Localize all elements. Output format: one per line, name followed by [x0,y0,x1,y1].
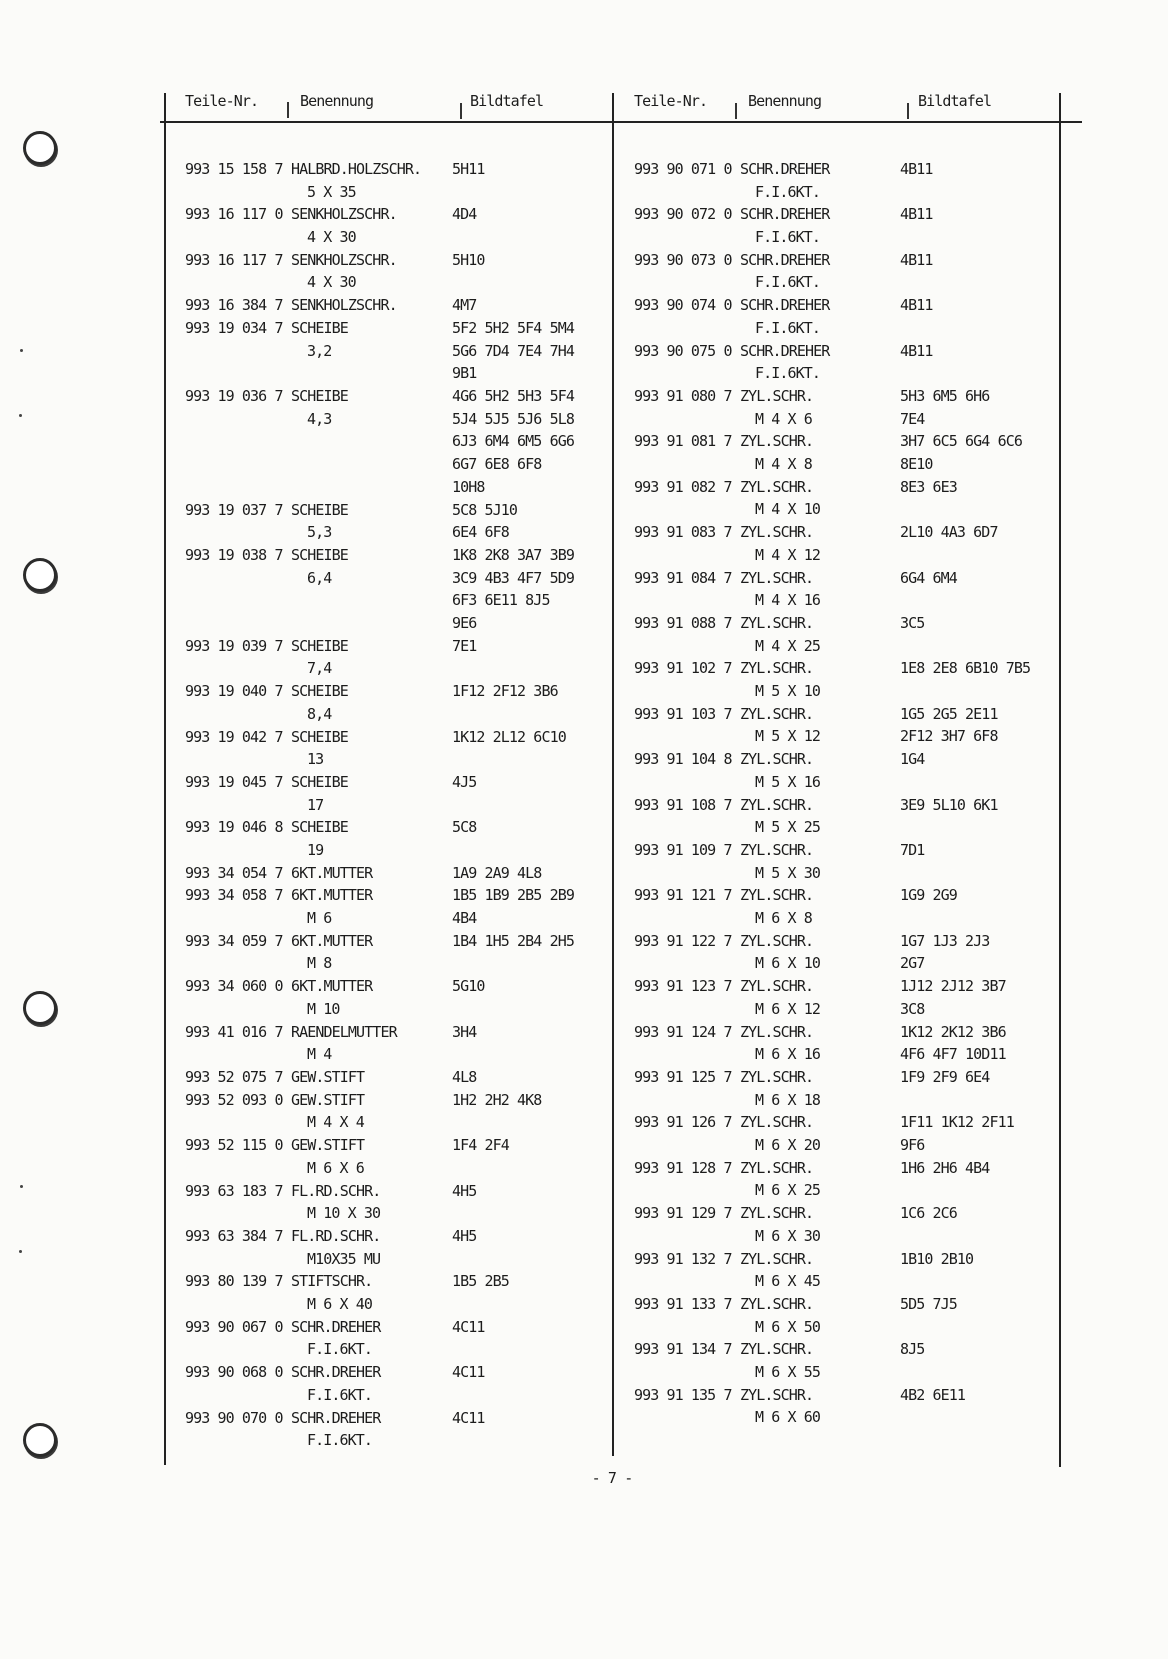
part-name: FL.RD.SCHR. [291,1226,381,1245]
plate-reference: 4G6 5H2 5H3 5F4 [452,387,574,405]
plate-reference: 6F3 6E11 8J5 [452,591,550,610]
parts-entry [634,386,1054,431]
part-name: ZYL.SCHR. [740,1340,814,1359]
plate-reference: 3H7 6C5 6G4 6C6 [900,432,1022,451]
plate-reference: 4C11 [452,1408,485,1427]
part-name: ZYL.SCHR. [740,1022,814,1041]
parts-entry [634,704,1054,749]
parts-entry [634,931,1054,976]
part-dimension: 17 [307,795,324,814]
parts-entry [634,976,1054,1021]
part-name: ZYL.SCHR. [740,568,814,587]
part-number: 993 91 103 7 [634,704,732,723]
part-dimension: 6,4 [307,568,332,587]
part-dimension: M 6 X 60 [755,1408,821,1427]
part-dimension: M 6 X 40 [307,1294,373,1313]
part-number: 993 41 016 7 [185,1022,283,1041]
part-number: 993 90 070 0 [185,1408,283,1427]
part-number: 993 91 088 7 [634,614,732,632]
part-number: 993 90 068 0 [185,1363,283,1382]
plate-reference: 4D4 [452,205,477,224]
part-dimension: M 4 [307,1045,332,1064]
part-dimension: F.I.6KT. [307,1385,373,1404]
plate-reference: 10H8 [452,477,485,496]
part-dimension: F.I.6KT. [307,1431,373,1450]
part-name: SCHEIBE [291,636,348,655]
part-number: 993 19 036 7 [185,387,283,405]
part-number: 993 91 123 7 [634,977,732,996]
plate-reference: 3H4 [452,1022,477,1041]
part-dimension: M 6 X 6 [307,1158,364,1177]
plate-reference: 1K12 2K12 3B6 [900,1022,1006,1041]
part-name: ZYL.SCHR. [740,750,814,769]
plate-reference: 5C8 [452,818,477,837]
plate-reference: 1B4 1H5 2B4 2H5 [452,931,574,950]
plate-reference: 6J3 6M4 6M5 6G6 [452,432,574,451]
part-name: SCHR.DREHER [740,250,830,269]
part-name: ZYL.SCHR. [740,1068,814,1086]
plate-reference: 3C9 4B3 4F7 5D9 [452,568,574,587]
plate-reference: 4M7 [452,296,477,315]
plate-reference: 1K12 2L12 6C10 [452,727,566,746]
header-part-number: Teile-Nr. [634,92,708,110]
plate-reference: 4C11 [452,1317,485,1336]
part-name: SCHR.DREHER [740,160,830,178]
part-dimension: 13 [307,750,324,769]
part-dimension: 5,3 [307,523,332,542]
part-name: ZYL.SCHR. [740,1158,814,1177]
part-number: 993 34 054 7 [185,863,283,882]
part-name: GEW.STIFT [291,1136,365,1155]
part-name: SCHR.DREHER [291,1408,381,1427]
parts-entry [634,295,1054,340]
part-name: ZYL.SCHR. [740,795,814,814]
part-number: 993 52 075 7 [185,1068,283,1086]
part-dimension: M 5 X 25 [755,818,821,837]
plate-reference: 2L10 4A3 6D7 [900,523,998,542]
part-name: ZYL.SCHR. [740,1385,814,1404]
part-name: ZYL.SCHR. [740,704,814,723]
header-designation: Benennung [748,92,822,110]
part-number: 993 91 102 7 [634,659,732,678]
part-dimension: M 6 X 18 [755,1090,821,1109]
part-dimension: M 5 X 10 [755,682,821,701]
plate-reference: 1F11 1K12 2F11 [900,1113,1014,1132]
plate-reference: 1F9 2F9 6E4 [900,1068,990,1086]
header-plate: Bildtafel [470,92,544,110]
part-number: 993 16 384 7 [185,296,283,315]
part-number: 993 16 117 7 [185,250,283,269]
part-number: 993 91 121 7 [634,886,732,905]
part-dimension: M 6 X 25 [755,1181,821,1200]
part-number: 993 34 058 7 [185,886,283,905]
part-name: 6KT.MUTTER [291,886,373,905]
part-name: SENKHOLZSCHR. [291,250,397,269]
part-number: 993 91 083 7 [634,523,732,542]
part-number: 993 19 034 7 [185,318,283,337]
part-name: SENKHOLZSCHR. [291,205,397,224]
parts-entry [634,1249,1054,1294]
part-name: ZYL.SCHR. [740,659,814,678]
part-name: 6KT.MUTTER [291,931,373,950]
plate-reference: 9B1 [452,364,477,383]
plate-reference: 4C11 [452,1363,485,1382]
part-name: SCHR.DREHER [291,1317,381,1336]
part-number: 993 90 074 0 [634,296,732,315]
plate-reference: 3E9 5L10 6K1 [900,795,998,814]
part-number: 993 19 037 7 [185,500,283,519]
plate-reference: 5G10 [452,977,485,996]
part-name: SCHEIBE [291,500,348,519]
part-dimension: M 10 X 30 [307,1204,381,1223]
plate-reference: 6G4 6M4 [900,568,957,587]
part-name: GEW.STIFT [291,1090,365,1109]
plate-reference: 4B11 [900,250,933,269]
part-dimension: M 6 X 20 [755,1136,821,1155]
parts-entry [634,522,1054,567]
part-name: HALBRD.HOLZSCHR. [291,160,422,178]
parts-entry [634,1339,1054,1384]
part-number: 993 19 045 7 [185,772,283,791]
part-number: 993 19 046 8 [185,818,283,837]
part-name: ZYL.SCHR. [740,387,814,405]
part-number: 993 91 125 7 [634,1068,732,1086]
plate-reference: 1B5 2B5 [452,1272,509,1291]
plate-reference: 1K8 2K8 3A7 3B9 [452,545,574,564]
part-number: 993 91 080 7 [634,387,732,405]
plate-reference: 7E4 [900,409,925,428]
plate-reference: 5H10 [452,250,485,269]
part-number: 993 91 124 7 [634,1022,732,1041]
plate-reference: 6E4 6F8 [452,523,509,542]
plate-reference: 3C8 [900,999,925,1018]
part-dimension: M10X35 MU [307,1249,381,1268]
header-plate: Bildtafel [918,92,992,110]
parts-entry [634,658,1054,703]
parts-entry [634,159,1054,204]
part-dimension: F.I.6KT. [755,364,821,383]
plate-reference: 2G7 [900,954,925,973]
part-dimension: M 4 X 25 [755,636,821,655]
part-number: 993 90 075 0 [634,341,732,360]
part-dimension: M 6 X 50 [755,1317,821,1336]
plate-reference: 4B2 6E11 [900,1385,966,1404]
part-dimension: M 5 X 30 [755,863,821,882]
plate-reference: 5D5 7J5 [900,1295,957,1313]
part-number: 993 91 122 7 [634,931,732,950]
header-designation: Benennung [300,92,374,110]
part-number: 993 90 072 0 [634,205,732,224]
plate-reference: 7D1 [900,841,925,859]
part-number: 993 16 117 0 [185,205,283,224]
part-dimension: F.I.6KT. [755,182,821,201]
plate-reference: 1B5 1B9 2B5 2B9 [452,886,574,905]
plate-reference: 7E1 [452,636,477,655]
parts-entry [634,1067,1054,1112]
plate-reference: 9E6 [452,613,477,632]
plate-reference: 1G9 2G9 [900,886,957,905]
part-name: SCHEIBE [291,818,348,837]
part-number: 993 15 158 7 [185,160,283,178]
part-dimension: M 4 X 6 [755,409,812,428]
part-number: 993 91 108 7 [634,795,732,814]
part-dimension: M 6 X 30 [755,1226,821,1245]
part-number: 993 91 081 7 [634,432,732,451]
part-name: SCHEIBE [291,727,348,746]
part-name: ZYL.SCHR. [740,1295,814,1313]
plate-reference: 1H6 2H6 4B4 [900,1158,990,1177]
plate-reference: 4B4 [452,909,477,928]
part-name: ZYL.SCHR. [740,1204,814,1223]
part-name: SCHEIBE [291,682,348,701]
part-name: SCHR.DREHER [740,341,830,360]
part-number: 993 91 129 7 [634,1204,732,1223]
part-dimension: 4 X 30 [307,228,356,247]
plate-reference: 5G6 7D4 7E4 7H4 [452,341,574,360]
part-dimension: M 4 X 12 [755,545,821,564]
part-name: FL.RD.SCHR. [291,1181,381,1200]
part-dimension: M 4 X 16 [755,591,821,610]
part-number: 993 19 038 7 [185,545,283,564]
part-number: 993 19 042 7 [185,727,283,746]
plate-reference: 9F6 [900,1136,925,1155]
part-dimension: F.I.6KT. [755,318,821,337]
parts-entry [634,1158,1054,1203]
plate-reference: 5H3 6M5 6H6 [900,387,990,405]
plate-reference: 4L8 [452,1068,477,1086]
part-dimension: M 8 [307,954,332,973]
plate-reference: 1G4 [900,750,925,769]
parts-entry [634,613,1054,658]
parts-entry [634,477,1054,522]
part-number: 993 91 104 8 [634,750,732,769]
page-number: - 7 - [591,1469,633,1487]
plate-reference: 1F4 2F4 [452,1136,509,1155]
part-dimension: M 6 X 8 [755,909,812,928]
part-dimension: 3,2 [307,341,332,360]
plate-reference: 1E8 2E8 6B10 7B5 [900,659,1031,678]
part-dimension: 4 X 30 [307,273,356,292]
plate-reference: 1G5 2G5 2E11 [900,704,998,723]
part-name: SCHEIBE [291,318,348,337]
part-number: 993 63 183 7 [185,1181,283,1200]
plate-reference: 1G7 1J3 2J3 [900,931,990,950]
plate-reference: 3C5 [900,614,925,632]
parts-entry [634,1022,1054,1067]
part-name: ZYL.SCHR. [740,841,814,859]
part-name: SCHEIBE [291,545,348,564]
plate-reference: 5J4 5J5 5J6 5L8 [452,409,574,428]
plate-reference: 4J5 [452,772,477,791]
part-name: SCHR.DREHER [740,296,830,315]
part-number: 993 91 082 7 [634,477,732,496]
part-dimension: M 4 X 8 [755,455,812,474]
part-name: SCHEIBE [291,772,348,791]
plate-reference: 4F6 4F7 10D11 [900,1045,1006,1064]
part-name: 6KT.MUTTER [291,863,373,882]
part-name: SCHR.DREHER [291,1363,381,1382]
part-dimension: M 6 X 10 [755,954,821,973]
plate-reference: 1F12 2F12 3B6 [452,682,558,701]
parts-entry [634,568,1054,613]
part-number: 993 80 139 7 [185,1272,283,1291]
plate-reference: 1A9 2A9 4L8 [452,863,542,882]
part-number: 993 91 132 7 [634,1249,732,1268]
part-number: 993 34 060 0 [185,977,283,996]
plate-reference: 5F2 5H2 5F4 5M4 [452,318,574,337]
part-dimension: 7,4 [307,659,332,678]
part-name: ZYL.SCHR. [740,432,814,451]
plate-reference: 8E10 [900,455,933,474]
part-number: 993 91 109 7 [634,841,732,859]
part-name: ZYL.SCHR. [740,523,814,542]
part-name: ZYL.SCHR. [740,977,814,996]
part-name: ZYL.SCHR. [740,1113,814,1132]
part-name: SCHEIBE [291,387,348,405]
part-name: ZYL.SCHR. [740,886,814,905]
plate-reference: 4H5 [452,1226,477,1245]
part-number: 993 91 134 7 [634,1340,732,1359]
parts-entry [634,204,1054,249]
part-name: ZYL.SCHR. [740,614,814,632]
parts-entry [634,840,1054,885]
parts-entry [634,795,1054,840]
part-name: ZYL.SCHR. [740,1249,814,1268]
parts-entry [634,1294,1054,1339]
part-dimension: 19 [307,840,324,859]
plate-reference: 5C8 5J10 [452,500,518,519]
part-name: GEW.STIFT [291,1068,365,1086]
plate-reference: 4B11 [900,160,933,178]
plate-reference: 1B10 2B10 [900,1249,974,1268]
plate-reference: 1H2 2H2 4K8 [452,1090,542,1109]
part-number: 993 52 115 0 [185,1136,283,1155]
part-number: 993 90 071 0 [634,160,732,178]
parts-entry [634,341,1054,386]
part-number: 993 91 128 7 [634,1158,732,1177]
part-dimension: M 6 X 16 [755,1045,821,1064]
part-dimension: 4,3 [307,409,332,428]
parts-entry [634,1203,1054,1248]
parts-entry [634,885,1054,930]
plate-reference: 8J5 [900,1340,925,1359]
part-number: 993 91 133 7 [634,1295,732,1313]
part-dimension: 8,4 [307,704,332,723]
part-number: 993 91 135 7 [634,1385,732,1404]
part-name: SENKHOLZSCHR. [291,296,397,315]
part-dimension: M 10 [307,999,340,1018]
parts-entry [634,1385,1054,1430]
part-dimension: M 6 [307,909,332,928]
plate-reference: 6G7 6E8 6F8 [452,455,542,474]
parts-entry [634,431,1054,476]
part-number: 993 91 126 7 [634,1113,732,1132]
part-name: 6KT.MUTTER [291,977,373,996]
plate-reference: 4B11 [900,205,933,224]
plate-reference: 4B11 [900,296,933,315]
plate-reference: 5H11 [452,160,485,178]
parts-entry [634,749,1054,794]
plate-reference: 1J12 2J12 3B7 [900,977,1006,996]
part-number: 993 90 073 0 [634,250,732,269]
plate-reference: 2F12 3H7 6F8 [900,727,998,746]
plate-reference: 4B11 [900,341,933,360]
part-number: 993 19 040 7 [185,682,283,701]
part-dimension: M 5 X 16 [755,772,821,791]
part-dimension: F.I.6KT. [755,273,821,292]
part-dimension: F.I.6KT. [307,1340,373,1359]
part-dimension: M 6 X 45 [755,1272,821,1291]
part-number: 993 63 384 7 [185,1226,283,1245]
plate-reference: 8E3 6E3 [900,477,957,496]
part-dimension: 5 X 35 [307,182,356,201]
part-dimension: M 6 X 55 [755,1363,821,1382]
part-name: SCHR.DREHER [740,205,830,224]
part-number: 993 91 084 7 [634,568,732,587]
parts-entry [634,250,1054,295]
part-name: ZYL.SCHR. [740,477,814,496]
part-number: 993 90 067 0 [185,1317,283,1336]
part-dimension: M 6 X 12 [755,999,821,1018]
part-number: 993 34 059 7 [185,931,283,950]
part-name: STIFTSCHR. [291,1272,373,1291]
part-number: 993 19 039 7 [185,636,283,655]
plate-reference: 1C6 2C6 [900,1204,957,1223]
part-number: 993 52 093 0 [185,1090,283,1109]
part-dimension: M 4 X 10 [755,500,821,519]
header-part-number: Teile-Nr. [185,92,259,110]
part-name: RAENDELMUTTER [291,1022,397,1041]
plate-reference: 4H5 [452,1181,477,1200]
part-dimension: M 5 X 12 [755,727,821,746]
part-dimension: M 4 X 4 [307,1113,364,1132]
parts-entry [634,1112,1054,1157]
part-dimension: F.I.6KT. [755,228,821,247]
part-name: ZYL.SCHR. [740,931,814,950]
